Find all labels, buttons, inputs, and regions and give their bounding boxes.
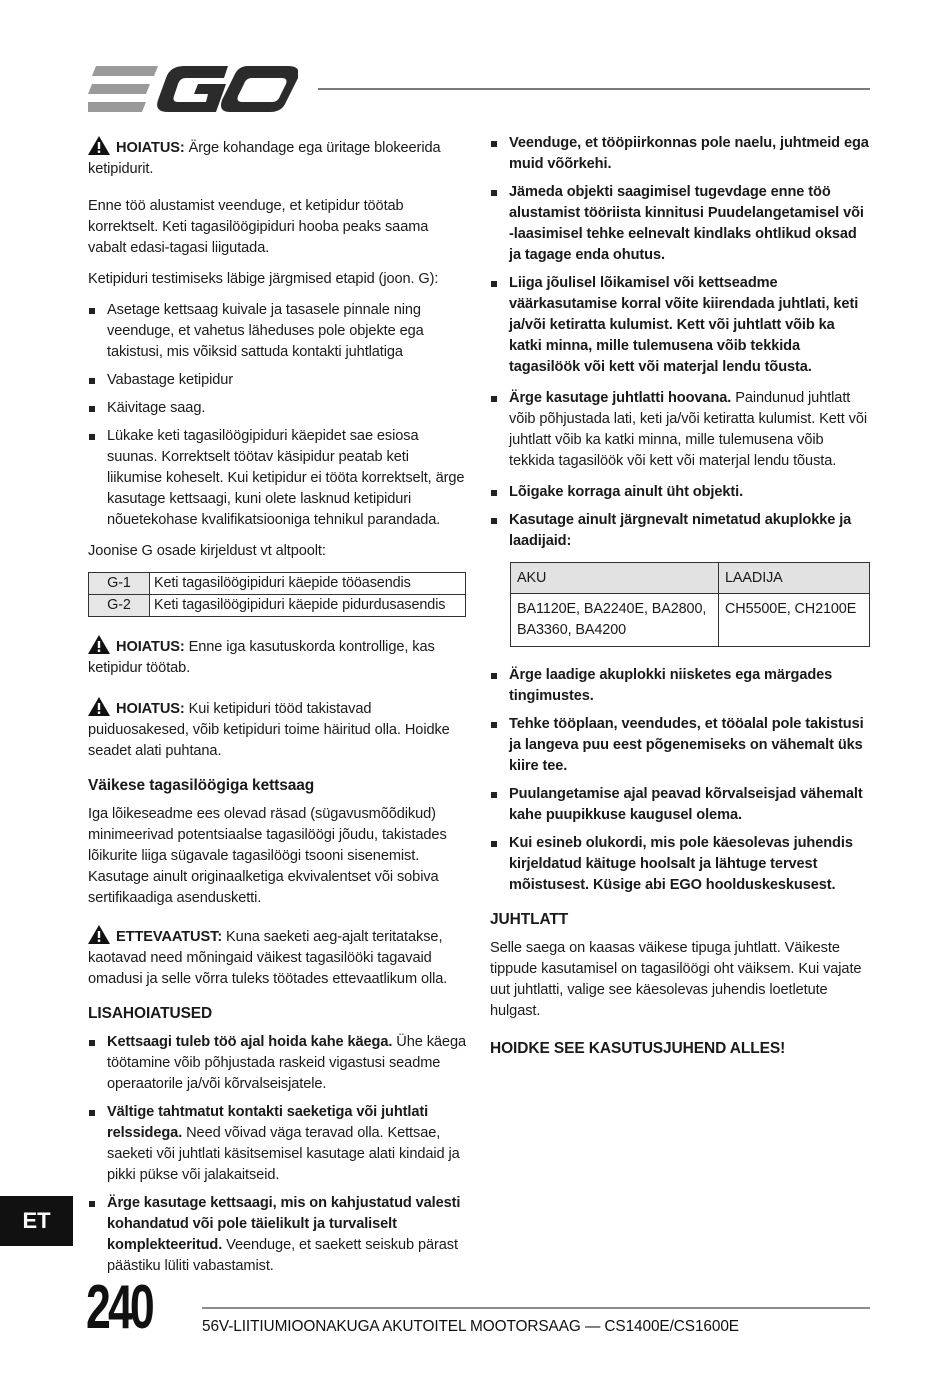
- warning-triangle-icon: [88, 635, 110, 654]
- safety-list: [490, 665, 870, 896]
- caution-label: ETTEVAATUST:: [116, 929, 223, 945]
- table-row: [89, 595, 466, 617]
- warning-triangle-icon: [88, 136, 110, 155]
- list-item: Lõigake korraga ainult üht objekti.: [490, 482, 870, 503]
- list-item-text: Paindunud juhtlatt võib põhjustada lati, keti ja/või ketiratta kulumist. Kett või juhtlatt võib ka katki minna, mille tulemusena võib tekkida tagasilöök või kett või materjal lendu tõusta.: [509, 390, 868, 469]
- section-heading: Väikese tagasilöögiga kettsaag: [88, 777, 315, 794]
- list-item-bold: Kettsaagi tuleb töö ajal hoida kahe käega.: [107, 1034, 393, 1050]
- list-item: Tehke tööplaan, veendudes, et tööalal pole takistusi ja langeva puu eest põgenemiseks on vähemalt üks kiire tee.: [490, 714, 870, 777]
- list-item: [88, 1032, 466, 1095]
- battery-charger-table: [510, 562, 870, 647]
- footer-rule: [202, 1307, 870, 1309]
- warning-triangle-icon: [88, 925, 110, 944]
- warning-paragraph: [88, 635, 466, 679]
- list-item: Puulangetamise ajal peavad kõrvalseisjad vähemalt kahe puupikkuse kaugusel olema.: [490, 784, 870, 826]
- footer-title: 56V-LIITIUMIOONAKUGA AKUTOITEL MOOTORSAAG — CS1400E/CS1600E: [202, 1318, 739, 1335]
- table-cell: BA1120E, BA2240E, BA2800, BA3360, BA4200: [511, 594, 719, 647]
- warning-label: HOIATUS:: [116, 701, 185, 717]
- list-item: Veenduge, et tööpiirkonnas pole naelu, juhtmeid ega muid võõrkehi.: [490, 133, 870, 175]
- warning-text: Enne iga kasutuskorda kontrollige, kas ketipidur töötab.: [88, 639, 435, 676]
- warning-paragraph: [88, 697, 466, 762]
- table-header: AKU: [511, 563, 719, 594]
- table-cell: Keti tagasilöögipiduri käepide pidurdusasendis: [150, 595, 466, 617]
- closing-note: HOIDKE SEE KASUTUSJUHEND ALLES!: [490, 1040, 786, 1057]
- language-tab: ET: [0, 1196, 73, 1246]
- paragraph: Iga lõikeseadme ees olevad räsad (sügavusmõõdikud) minimeerivad potentsiaalse tagasilöögi jõudu, takistades lõikurite liiga sügavale tagasilöögi tsooni sisenemist. Kasutage ainult originaalketiga ekvivalentset või sobiva sertifikaadiga asendusketti.: [88, 806, 447, 906]
- paragraph: Joonise G osade kirjeldust vt altpoolt:: [88, 543, 326, 559]
- safety-list: [490, 482, 870, 552]
- paragraph: Selle saega on kaasas väikese tipuga juhtlatt. Väikeste tippude kasutamisel on tagasilöögi oht väiksem. Kui vajate uut juhtlatti, valige see käesolevas juhendis loetletute hulgast.: [490, 940, 862, 1019]
- warning-paragraph: [88, 136, 466, 180]
- list-item-text: Ühe käega töötamine võib põhjustada raskeid vigastusi seadme operaatorile ja/või kõrvalseisjatele.: [107, 1034, 466, 1092]
- list-item-bold: Vältige tahtmatut kontakti saeketiga või juhtlati relssidega.: [107, 1104, 429, 1141]
- warning-text: Kui ketipiduri tööd takistavad puiduosakesed, võib ketipiduri toime häiritud olla. Hoidke seadet alati puhtana.: [88, 701, 450, 759]
- paragraph: Ketipiduri testimiseks läbige järgmised etapid (joon. G):: [88, 271, 439, 287]
- table-cell: Keti tagasilöögipiduri käepide tööasendis: [150, 573, 466, 595]
- test-steps-list: [88, 300, 466, 531]
- list-item-text: Need võivad väga teravad olla. Kettsae, saeketi või juhtlati käsitsemisel kasutage alati kindaid ja pikki pükse või jalakaitseid.: [107, 1125, 460, 1183]
- table-cell: G-2: [89, 595, 150, 617]
- table-header-row: [511, 563, 870, 594]
- list-item: Käivitage saag.: [88, 398, 466, 419]
- list-item: Lükake keti tagasilöögipiduri käepidet sae esiosa suunas. Korrektselt töötav käsipidur peatab keti liikumise koheselt. Kui ketipidur ei tööta korrektselt, ärge kasutage kettsaagi, kuni olete lasknud ketipiduri nõuetekohase kvalifikatsiooniga tehnikul parandada.: [88, 426, 466, 531]
- right-column: [490, 133, 870, 1069]
- list-item-bold: Ärge kasutage kettsaagi, mis on kahjustatud valesti kohandatud või pole täielikult ja turvaliselt komplekteeritud.: [107, 1195, 461, 1253]
- list-item: Kasutage ainult järgnevalt nimetatud akuplokke ja laadijaid:: [490, 510, 870, 552]
- list-item: Asetage kettsaag kuivale ja tasasele pinnale ning veenduge, et vahetus läheduses pole objekte ega takistusi, mis võiksid sattuda kontakti juhtlatiga: [88, 300, 466, 363]
- caution-paragraph: [88, 925, 466, 990]
- list-item: Vabastage ketipidur: [88, 370, 466, 391]
- table-header: LAADIJA: [719, 563, 870, 594]
- table-row: [89, 573, 466, 595]
- safety-list: [490, 133, 870, 378]
- section-heading: LISAHOIATUSED: [88, 1005, 213, 1022]
- ego-logo: [88, 64, 298, 114]
- list-item: Ärge laadige akuplokki niisketes ega märgades tingimustes.: [490, 665, 870, 707]
- list-item: Jämeda objekti saagimisel tugevdage enne töö alustamist tööriista kinnitusi Puudelangetamisel või -laasimisel tehke eelnevalt kindlaks ohtlikud oksad ja tagage enda ohutus.: [490, 182, 870, 266]
- list-item-text: Veenduge, et saekett seiskub pärast päästiku lüliti vabastamist.: [107, 1237, 458, 1274]
- warning-label: HOIATUS:: [116, 639, 185, 655]
- list-item: [88, 1193, 466, 1277]
- list-item: [490, 388, 870, 472]
- warning-triangle-icon: [88, 697, 110, 716]
- header-rule: [318, 88, 870, 90]
- list-item: [88, 1102, 466, 1186]
- safety-list: [490, 388, 870, 472]
- table-cell: CH5500E, CH2100E: [719, 594, 870, 647]
- list-item: Liiga jõulisel lõikamisel või kettseadme väärkasutamise korral võite kiirendada juhtlati, keti ja/või ketiratta kulumist. Kett või juhtlatt võib ka katki minna, mille tulemusena võib tekkida tagasilöök või kett või materjal lendu tõusta.: [490, 273, 870, 378]
- paragraph: Enne töö alustamist veenduge, et ketipidur töötab korrektselt. Keti tagasilöögipiduri hooba peaks saama vabalt edasi-tagasi liigutada.: [88, 198, 429, 256]
- section-heading: JUHTLATT: [490, 911, 569, 928]
- parts-table: [88, 572, 466, 617]
- table-cell: G-1: [89, 573, 150, 595]
- list-item-bold: Ärge kasutage juhtlatti hoovana.: [509, 390, 732, 406]
- table-row: [511, 594, 870, 647]
- warning-label: HOIATUS:: [116, 140, 185, 156]
- caution-text: Kuna saeketi aeg-ajalt teritatakse, kaotavad need mõningaid väikest tagasilööki tagavaid omadusi ja selle võrra tuleks töötades ettevaatlikum olla.: [88, 929, 448, 987]
- additional-warnings-list: [88, 1032, 466, 1277]
- left-column: [88, 136, 466, 1287]
- list-item: Kui esineb olukordi, mis pole käesolevas juhendis kirjeldatud käituge hoolsalt ja lähtuge tervest mõistusest. Küsige abi EGO hoolduskeskusest.: [490, 833, 870, 896]
- page-number: 240: [86, 1273, 152, 1342]
- warning-text: Ärge kohandage ega üritage blokeerida ketipidurit.: [88, 140, 441, 177]
